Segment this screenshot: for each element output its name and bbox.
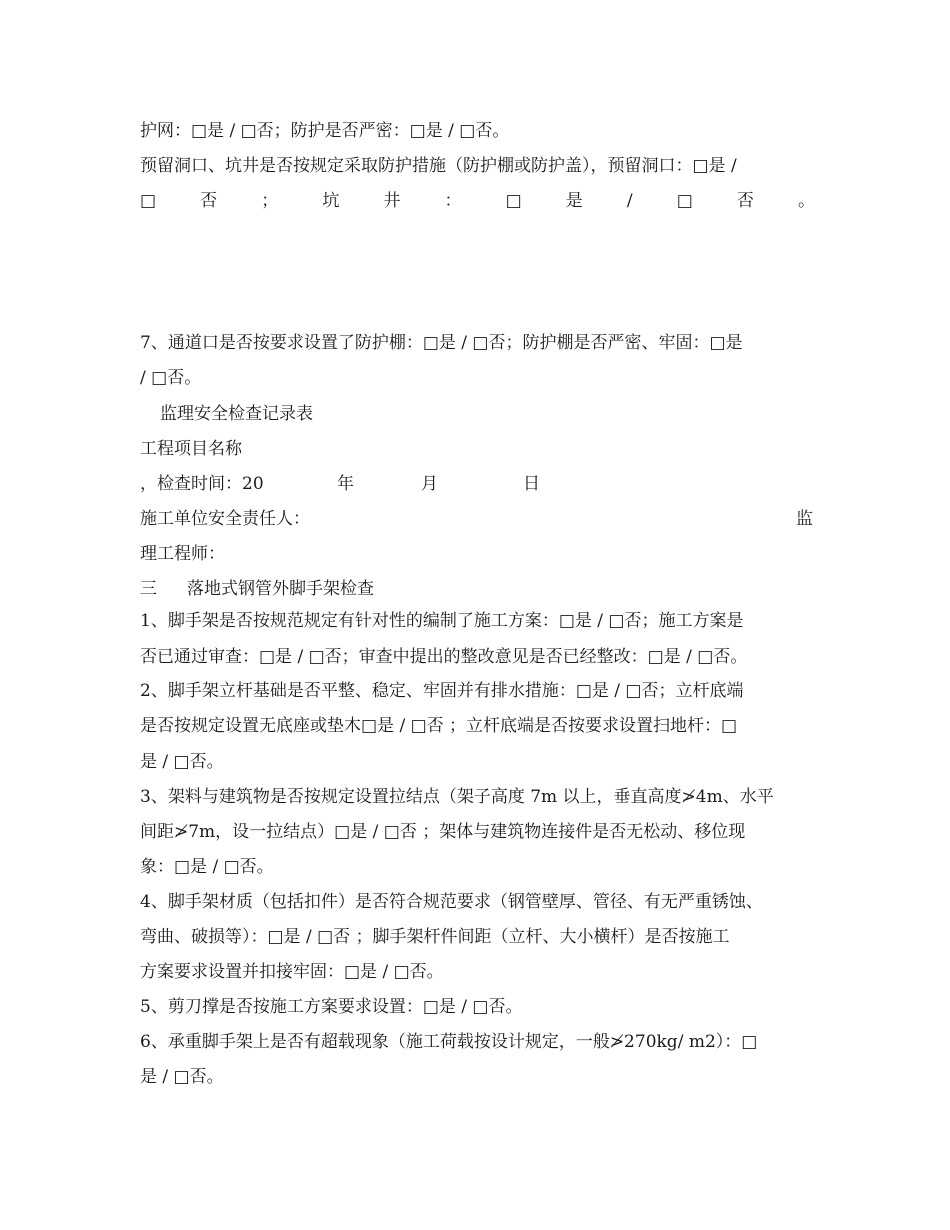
check-time-month: 月 <box>421 474 438 494</box>
section-3-line: 间距≯7m，设一拉结点）□是 / □否 ；架体与建筑物连接件是否无松动、移位现 <box>140 822 746 842</box>
pit-token-6: ： <box>444 191 462 211</box>
check-time-prefix: ，检查时间：20 <box>140 474 264 494</box>
pit-token-12: 。 <box>797 191 815 211</box>
pit-token-1: □ <box>140 191 157 211</box>
section-3-line: 弯曲、破损等）：□是 / □否 ；脚手架杆件间距（立杆、大小横杆）是否按施工 <box>140 927 730 947</box>
protection-net-line: 护网：□是 / □否；防护是否严密：□是 / □否。 <box>140 121 510 141</box>
section-3-line: 2、脚手架立杆基础是否平整、稳定、牢固并有排水措施：□是 / □否；立杆底端 <box>140 681 744 701</box>
pit-token-10: □ <box>676 191 693 211</box>
pit-well-line <box>140 190 815 212</box>
check-time-year: 年 <box>337 474 354 494</box>
section-3-title: 落地式钢管外脚手架检查 <box>187 579 374 599</box>
section-3-line: 5、剪刀撑是否按施工方案要求设置：□是 / □否。 <box>140 997 523 1017</box>
safety-officer-label: 施工单位安全责任人： <box>140 509 310 529</box>
pit-token-8: 是 <box>565 191 583 211</box>
supervisor-label-part1: 监 <box>796 509 813 529</box>
section-3-number: 三 <box>140 579 157 599</box>
pit-token-9: / <box>626 191 633 211</box>
section-3-line: 象：□是 / □否。 <box>140 857 274 877</box>
section-3-line: 4、脚手架材质（包括扣件）是否符合规范要求（钢管壁厚、管径、有无严重锈蚀、 <box>140 892 763 912</box>
check-time-day: 日 <box>523 474 540 494</box>
pit-token-11: 否 <box>736 191 754 211</box>
pit-token-2: 否 <box>200 191 218 211</box>
passage-item-7-line1: 7、通道口是否按要求设置了防护棚：□是 / □否；防护棚是否严密、牢固：□是 <box>140 333 743 353</box>
pit-token-5: 井 <box>383 191 401 211</box>
section-3-line: 方案要求设置并扣接牢固：□是 / □否。 <box>140 962 444 982</box>
section-3-line: 否已通过审查：□是 / □否；审查中提出的整改意见是否已经整改：□是 / □否。 <box>140 647 748 667</box>
passage-item-7-line2: / □否。 <box>140 368 202 388</box>
pit-token-3: ； <box>261 191 279 211</box>
section-3-line: 是 / □否。 <box>140 1067 224 1087</box>
form-title: 监理安全检查记录表 <box>160 404 313 424</box>
pit-token-4: 坑 <box>322 191 340 211</box>
section-3-line: 是否按规定设置无底座或垫木□是 / □否 ；立杆底端是否按要求设置扫地杆：□ <box>140 716 738 736</box>
supervisor-label-part2: 理工程师： <box>140 544 225 564</box>
check-time-line <box>140 473 815 495</box>
section-3-line: 6、承重脚手架上是否有超载现象（施工荷载按设计规定，一般≯270kg/ m2）：□ <box>140 1032 758 1052</box>
pit-token-7: □ <box>505 191 522 211</box>
project-name-label: 工程项目名称 <box>140 439 242 459</box>
section-3-heading <box>140 578 815 600</box>
section-3-line: 是 / □否。 <box>140 752 224 772</box>
safety-officer-line <box>140 508 815 530</box>
section-3-line: 1、脚手架是否按规范规定有针对性的编制了施工方案：□是 / □否；施工方案是 <box>140 611 744 631</box>
section-3-line: 3、架料与建筑物是否按规定设置拉结点（架子高度 7m 以上，垂直高度≯4m、水平 <box>140 787 774 807</box>
reserved-opening-line: 预留洞口、坑井是否按规定采取防护措施（防护棚或防护盖），预留洞口：□是 / <box>140 156 737 176</box>
